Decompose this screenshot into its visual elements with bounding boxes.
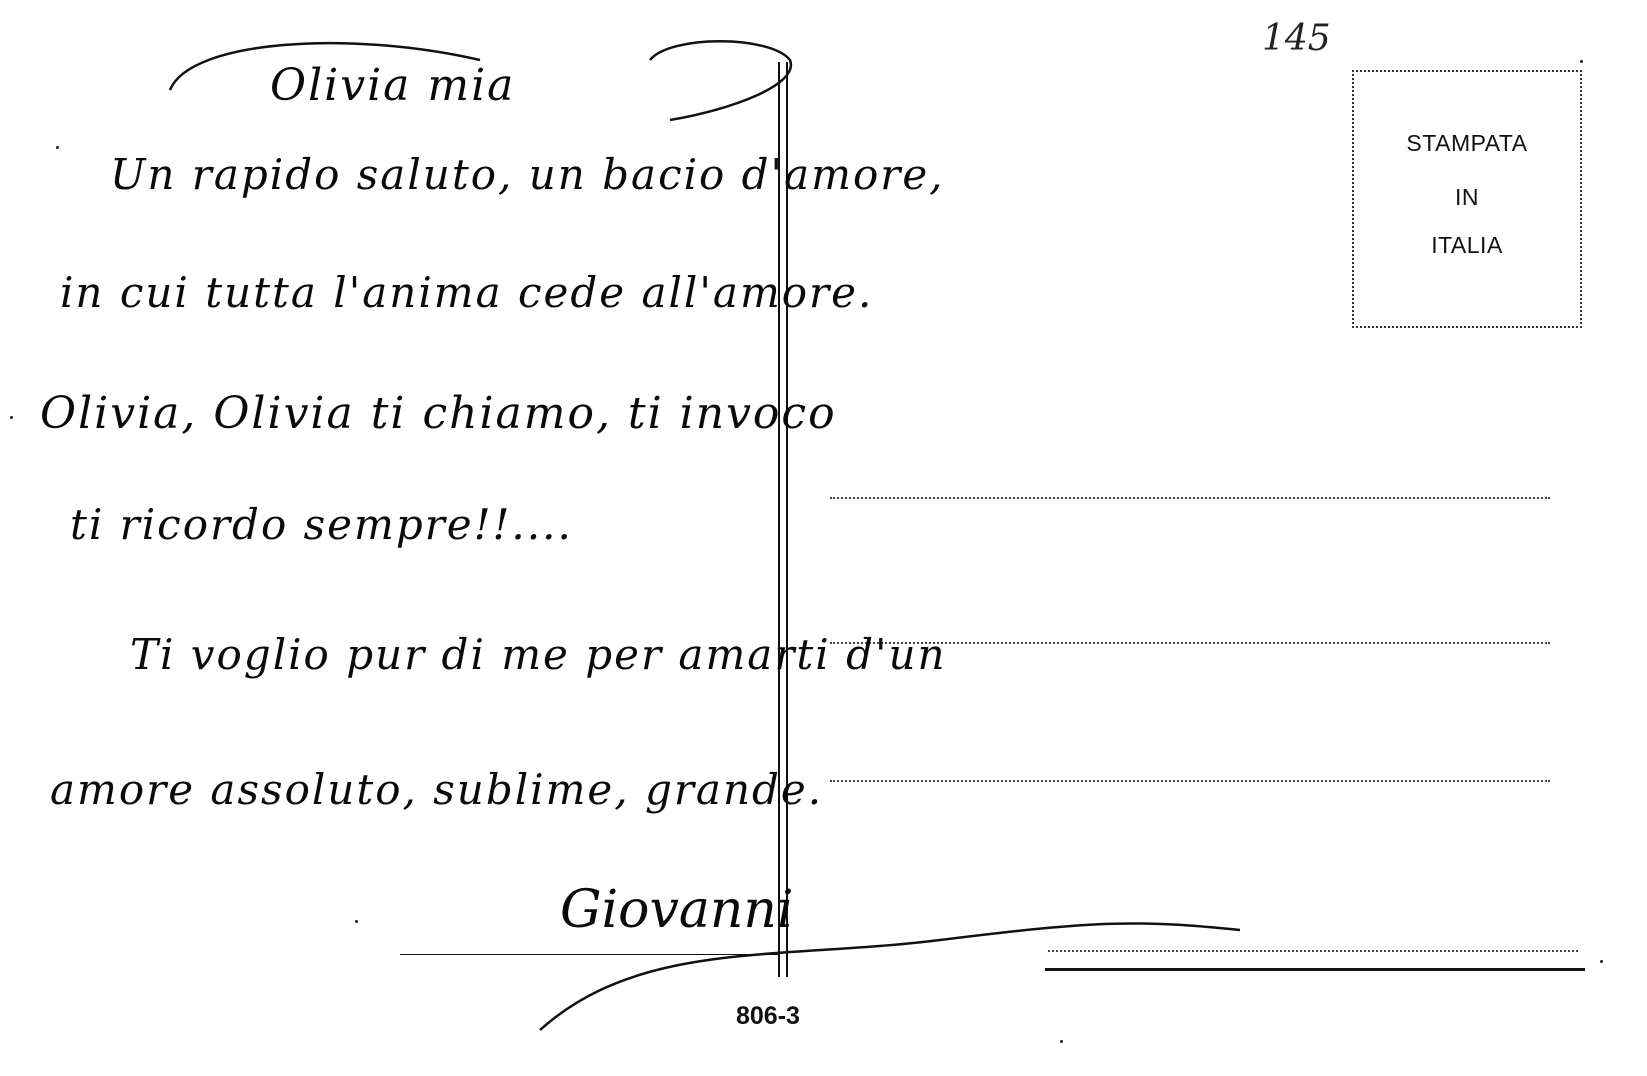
scan-speck — [355, 920, 358, 923]
greeting-flourish — [150, 30, 830, 150]
message-line-2: in cui tutta l'anima cede all'amore. — [60, 268, 874, 317]
center-divider — [778, 62, 788, 977]
scan-speck — [1060, 1040, 1063, 1043]
archive-number: 145 — [1262, 18, 1331, 59]
stamp-text-line3: ITALIA — [1431, 232, 1503, 258]
address-line — [830, 497, 1550, 499]
scan-speck — [1600, 960, 1603, 963]
serial-number: 806-3 — [736, 1002, 800, 1030]
scan-speck — [10, 416, 13, 419]
message-line-4: ti ricordo sempre!!.... — [70, 500, 573, 549]
message-greeting: Olivia mia — [270, 60, 516, 111]
address-line — [830, 780, 1550, 782]
stamp-text-line1: STAMPATA — [1406, 130, 1528, 156]
scan-speck — [56, 146, 59, 149]
signature-flourish — [520, 900, 1260, 1050]
stamp-box — [1352, 70, 1582, 328]
message-line-3: Olivia, Olivia ti chiamo, ti invoco — [40, 388, 837, 439]
message-line-1: Un rapido saluto, un bacio d'amore, — [110, 150, 945, 199]
message-line-6: amore assoluto, sublime, grande. — [50, 765, 824, 814]
stamp-text-line2: IN — [1455, 184, 1479, 210]
signature: Giovanni — [560, 880, 794, 940]
scan-speck — [1580, 60, 1583, 63]
message-line-5: Ti voglio pur di me per amarti d'un — [130, 630, 947, 679]
